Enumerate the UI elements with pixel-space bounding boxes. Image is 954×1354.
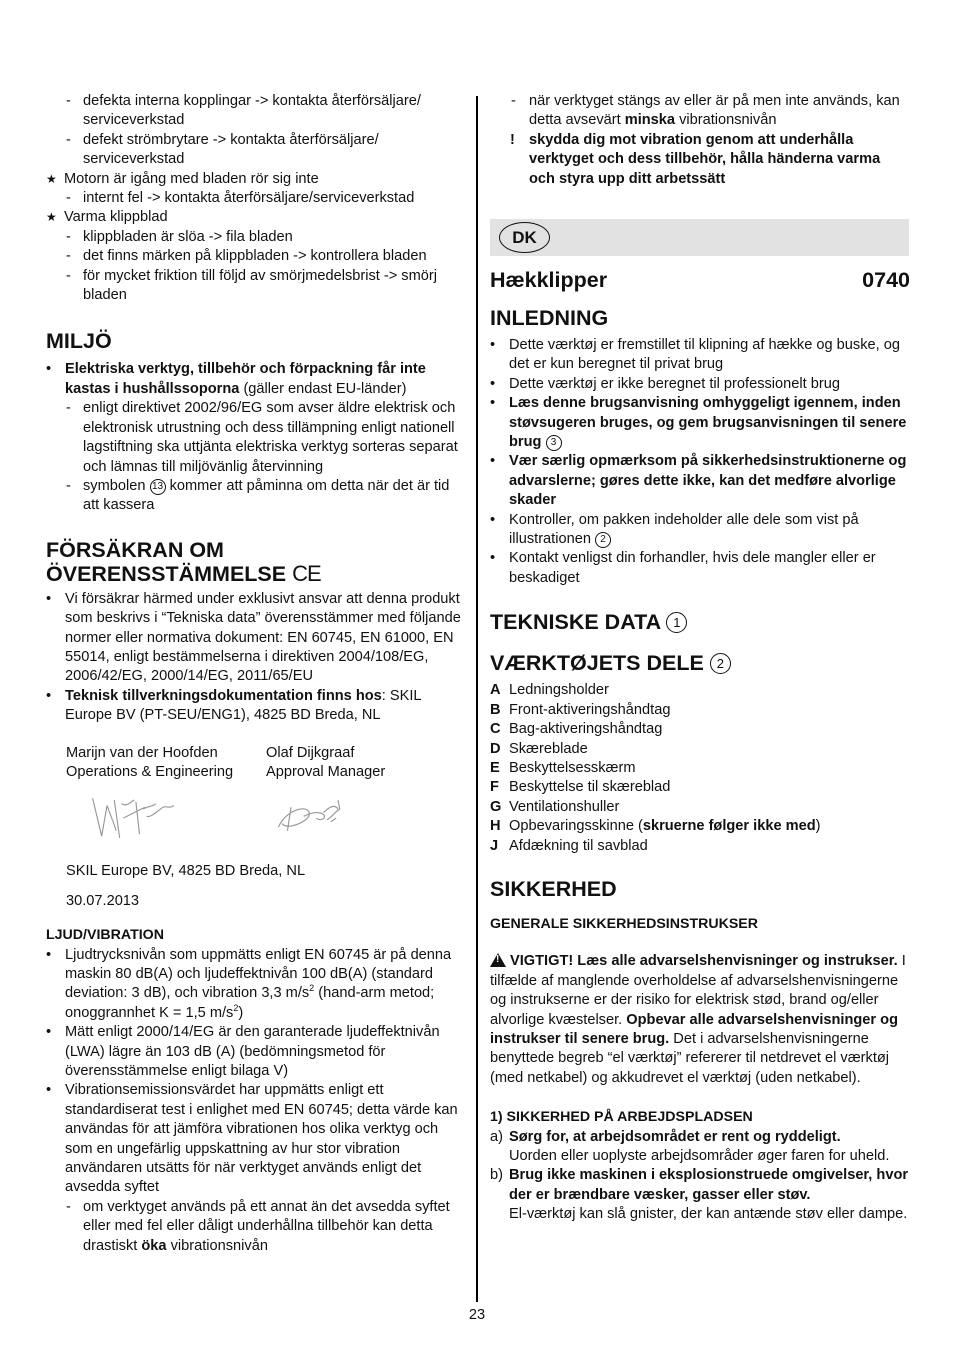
section-1-heading: 1) SIKKERHED PÅ ARBEJDSPLADSEN [490, 1109, 753, 1126]
signature-images [46, 788, 466, 858]
part-item: C Bag-aktiveringshåndtag [490, 721, 663, 738]
list-item: • Dette værktøj er ikke beregnet til professionelt brug [490, 375, 840, 392]
list-item: - symbolen 13 kommer att påminna om detta när det är tid att kassera [46, 477, 466, 516]
part-item: F Beskyttelse til skæreblad [490, 779, 671, 796]
list-item: • Læs denne brugsanvisning omhyggeligt igennem, inden støvsugeren bruges, og gem brugsanvisningen til senere brug 3 [490, 395, 907, 451]
list-item: - när verktyget stängs av eller är på men inte används, kan detta avsevärt minska vibrationsnivån [490, 92, 910, 131]
parts-list [490, 681, 910, 856]
list-item: - för mycket friktion till följd av smörjmedelsbrist -> smörj bladen [46, 267, 466, 306]
part-item: H Opbevaringsskinne (skruerne følger ikke med) [490, 818, 821, 835]
tekniske-heading: TEKNISKE DATA 1 [490, 610, 910, 634]
signatory-1: Marijn van der Hoofden Operations & Engineering [66, 744, 234, 780]
list-item: - klippbladen är slöa -> fila bladen [46, 228, 466, 247]
part-item: J Afdækning til savblad [490, 837, 648, 854]
vibration-warning: ! skydda dig mot vibration genom att underhålla verktyget och dess tillbehör, hålla händerna varma och styra upp ditt arbetssätt [510, 131, 881, 187]
miljo-heading: MILJÖ [46, 329, 112, 354]
list-item: ★ Varma klippblad [46, 208, 466, 227]
miljo-section [46, 360, 466, 515]
list-item: • Kontakt venligst din forhandler, hvis dele mangler eller er beskadiget [490, 550, 876, 586]
star-icon: ★ [46, 210, 57, 225]
inledning-heading: INLEDNING [490, 306, 609, 330]
list-item: • Vibrationsemissionsvärdet har uppmätts enligt ett standardiserat test i enlighet med EN 60745; detta värde kan användas för att jämföra vibrationen hos olika verktyg och som en ungefärlig uppskattning av hur stor vibration användaren utsätts för när verktyget används enligt det avsedda syftet [46, 1082, 458, 1196]
list-item: - defekt strömbrytare -> kontakta återförsäljare/ serviceverkstad [46, 131, 466, 170]
list-item: • Vi försäkrar härmed under exklusivt ansvar att denna produkt som beskrivs i “Tekniska data” överensstämmer med följande normer eller normativa dokument: EN 60745, EN 61000, EN 55014, enligt bestämmelserna i direktiven 2004/108/EG, 2006/42/EG, 2000/14/EG, 2011/65/EU [46, 590, 461, 685]
list-item: - defekta interna kopplingar -> kontakta återförsäljare/ serviceverkstad [46, 92, 466, 131]
part-item: G Ventilationshuller [490, 798, 620, 815]
product-title: Hækklipper 0740 [490, 268, 910, 292]
figure-ref: 13 [150, 479, 166, 495]
list-item: - internt fel -> kontakta återförsäljare/serviceverkstad [46, 189, 466, 208]
ce-mark: CE [292, 560, 321, 586]
sikkerhed-heading: SIKKERHED [490, 876, 617, 901]
sikkerhed-intro: !VIGTIGT! Læs alle advarselshenvisninger og instrukser. I tilfælde af manglende overholdelse af advarselshenvisningerne og instrukserne er der risiko for elektrisk stød, brand og/eller alvorlige kvæstelser. Opbevar alle advarselshenvisninger og instrukser til senere brug. Det i advarselshenvisningerne benyttede begreb “el værktøj” refererer til netdrevet el værktøj (med netkabel) og akkudrevet el værktøj (uden netkabel). [490, 952, 910, 1088]
part-item: B Front-aktiveringshåndtag [490, 701, 671, 718]
signatory-2: Olaf Dijkgraaf Approval Manager [266, 744, 386, 780]
column-divider [476, 96, 478, 1302]
safety-item-b: b) Brug ikke maskinen i eksplosionstruede omgivelser, hvor der er brændbare væsker, gasser eller støv. El-værktøj kan slå gnister, der kan antænde støv eller dampe. [490, 1167, 909, 1223]
left-column [46, 92, 466, 1256]
safety-item-a: a) Sørg for, at arbejdsområdet er rent og ryddeligt. Uorden eller uoplyste arbejdsområder øger faren for uheld. [490, 1128, 890, 1164]
star-icon: ★ [46, 171, 57, 186]
list-item: • Elektriska verktyg, tillbehör och förpackning får inte kastas i hushållssoporna (gäller endast EU-länder) [46, 361, 426, 397]
part-item: D Skæreblade [490, 740, 588, 757]
list-item: ★ Motorn är igång med bladen rör sig inte [46, 170, 466, 189]
declaration-date: 30.07.2013 [66, 892, 140, 909]
sikkerhed-subheading: GENERALE SIKKERHEDSINSTRUKSER [490, 915, 759, 932]
troubleshooting-list [46, 92, 466, 305]
language-badge: DK [499, 222, 550, 253]
list-item: - enligt direktivet 2002/96/EG som avser äldre elektrisk och elektronisk utrustning och dess tillämpning enligt nationell lagstiftning ska uttjänta elektriska verktyg sorteras separat och lämnas till miljövänlig återvinning [46, 399, 466, 477]
figure-ref: 2 [710, 653, 731, 674]
dele-heading: VÆRKTØJETS DELE 2 [490, 651, 910, 675]
list-item: • Ljudtrycksnivån som uppmätts enligt EN 60745 är på denna maskin 80 dB(A) och ljudeffektnivån 100 dB(A) (standard deviation: 3 dB), och vibration 3,3 $m/s^2$ (hand-arm metod; onoggrannhet K = 1,5 $m/s^2$) [46, 946, 452, 1021]
list-item: • Dette værktøj er fremstillet til klipning af hække og buske, og det er kun beregnet til privat brug [490, 337, 900, 373]
part-item: E Beskyttelsesskærm [490, 759, 636, 776]
forsakran-section [46, 590, 466, 911]
list-item: • Vær særlig opmærksom på sikkerhedsinstruktionerne og advarslerne; gøres dette ikke, kan det medføre alvorlige skader [490, 453, 907, 509]
list-item: - om verktyget används på ett annat än det avsedda syftet eller med fel eller dåligt underhållna tillbehör kan detta drastiskt öka vibrationsnivån [46, 1198, 466, 1256]
page-number: 23 [468, 1307, 486, 1323]
list-item: • Mätt enligt 2000/14/EG är den garanterade ljudeffektnivån (LWA) lägre än 103 dB (A) (bedömningsmetod för överensstämmelse enligt bilaga V) [46, 1024, 440, 1080]
ljud-heading: LJUD/VIBRATION [46, 927, 164, 944]
warning-icon [490, 953, 506, 967]
inledning-section [490, 336, 910, 588]
signatories [46, 744, 466, 783]
signature-1-image [80, 788, 273, 850]
figure-ref: 1 [666, 612, 687, 633]
figure-ref: 3 [546, 435, 562, 451]
company-address: SKIL Europe BV, 4825 BD Breda, NL [66, 863, 306, 880]
ljud-section [46, 946, 466, 1257]
part-item: A Ledningsholder [490, 682, 609, 699]
forsakran-heading: FÖRSÄKRAN OM ÖVERENSSTÄMMELSE CE [46, 537, 321, 586]
figure-ref: 2 [595, 532, 611, 548]
list-item: • Kontroller, om pakken indeholder alle dele som vist på illustrationen 2 [490, 511, 859, 548]
list-item: - det finns märken på klippbladen -> kontrollera bladen [46, 247, 466, 266]
language-bar [490, 219, 909, 256]
signature-2-image [273, 788, 466, 850]
right-column-main [490, 268, 910, 1225]
list-item: • Teknisk tillverkningsdokumentation finns hos: SKIL Europe BV (PT-SEU/ENG1), 4825 BD Breda, NL [46, 687, 422, 724]
right-column [490, 92, 910, 189]
